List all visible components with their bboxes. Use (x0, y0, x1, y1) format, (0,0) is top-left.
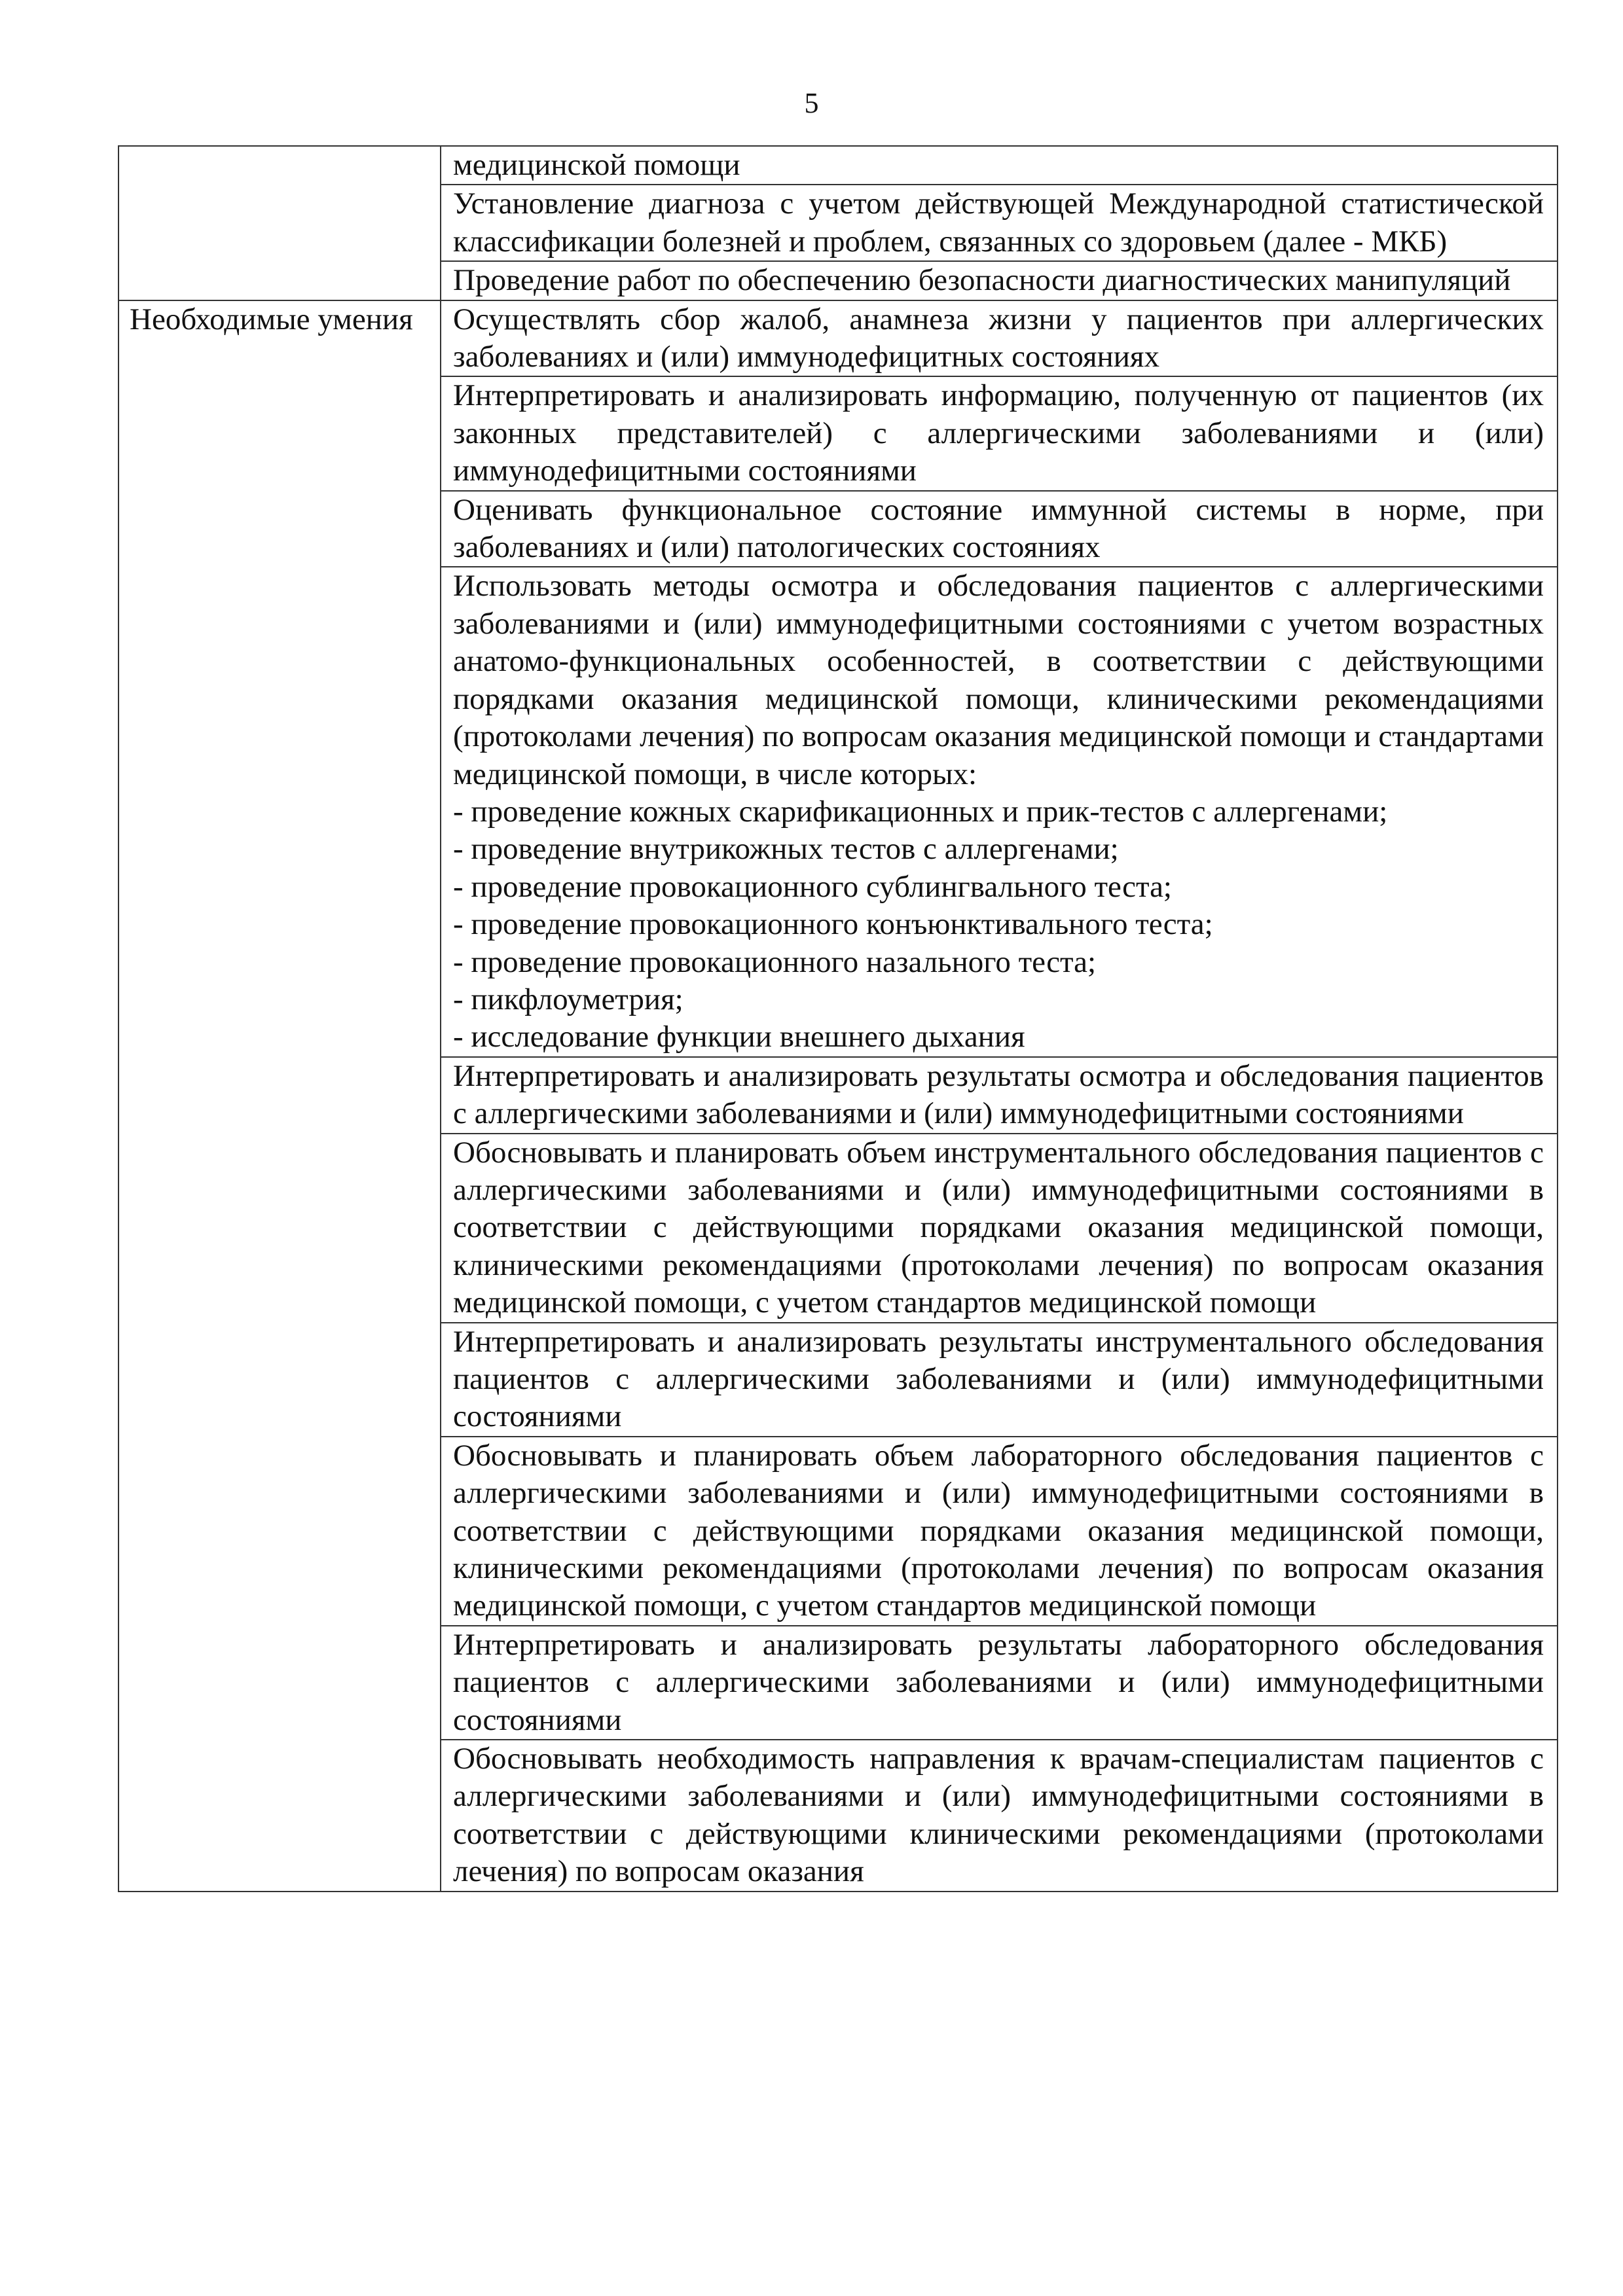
page-number: 5 (804, 87, 819, 119)
table-cell: Интерпретировать и анализировать результаты инструментального обследования пациентов с аллергическими заболеваниями и (или) иммунодефицитными состояниями (441, 1323, 1558, 1437)
table-cell: Проведение работ по обеспечению безопасности диагностических манипуляций (441, 261, 1558, 300)
table-cell: Обосновывать и планировать объем инструментального обследования пациентов с аллергическими заболеваниями и (или) иммунодефицитными состояниями в соответствии с действующими порядками оказания медицинской помощи, клиническими рекомендациями (протоколами лечения) по вопросам оказания медицинской помощи, с учетом стандартов медицинской помощи (441, 1134, 1558, 1323)
list-item: - проведение провокационного назального теста; (453, 944, 1097, 979)
list-item: - проведение внутрикожных тестов с аллергенами; (453, 832, 1119, 867)
list-item: - проведение кожных скарификационных и прик-тестов с аллергенами; (453, 794, 1388, 829)
list-item: - проведение провокационного сублингвального теста; (453, 869, 1172, 904)
table-cell: Оценивать функциональное состояние иммунной системы в норме, при заболеваниях и (или) патологических состояниях (441, 491, 1558, 567)
table-cell: Установление диагноза с учетом действующей Международной статистической классификации болезней и проблем, связанных со здоровьем (далее - МКБ) (441, 185, 1558, 261)
table-row (119, 300, 1558, 377)
table-cell: Интерпретировать и анализировать результаты осмотра и обследования пациентов с аллергическими заболеваниями и (или) иммунодефицитными состояниями (441, 1057, 1558, 1134)
table-cell: Интерпретировать и анализировать результаты лабораторного обследования пациентов с аллергическими заболеваниями и (или) иммунодефицитными состояниями (441, 1626, 1558, 1740)
table-row (119, 146, 1558, 185)
table-cell: Осуществлять сбор жалоб, анамнеза жизни у пациентов при аллергических заболеваниях и (или) иммунодефицитных состояниях (441, 300, 1558, 377)
table-cell: Обосновывать необходимость направления к врачам-специалистам пациентов с аллергическими заболеваниями и (или) иммунодефицитными состояниями в соответствии с действующими клиническими рекомендациями (протоколами лечения) по вопросам оказания (441, 1740, 1558, 1892)
competency-table (118, 145, 1558, 1892)
table-cell: Обосновывать и планировать объем лабораторного обследования пациентов с аллергическими заболеваниями и (или) иммунодефицитными состояниями в соответствии с действующими порядками оказания медицинской помощи, клиническими рекомендациями (протоколами лечения) по вопросам оказания медицинской помощи, с учетом стандартов медицинской помощи (441, 1437, 1558, 1626)
methods-intro: Использовать методы осмотра и обследования пациентов с аллергическими заболеваниями и (или) иммунодефицитными состояниями с учетом возрастных анатомо-функциональных особенностей, в соответствии с действующими порядками оказания медицинской помощи, клиническими рекомендациями (протоколами лечения) по вопросам оказания медицинской помощи и стандартами медицинской помощи, в числе которых: (453, 569, 1544, 791)
table-cell: Интерпретировать и анализировать информацию, полученную от пациентов (их законных представителей) с аллергическими заболеваниями и (или) иммунодефицитными состояниями (441, 376, 1558, 490)
methods-cell (441, 567, 1558, 1056)
list-item: - исследование функции внешнего дыхания (453, 1020, 1025, 1054)
table-cell: медицинской помощи (441, 146, 1558, 185)
list-item: - пикфлоуметрия; (453, 982, 684, 1016)
empty-label-cell (119, 146, 441, 300)
list-item: - проведение провокационного конъюнктивального теста; (453, 907, 1213, 942)
section-label-skills: Необходимые умения (119, 300, 441, 1892)
